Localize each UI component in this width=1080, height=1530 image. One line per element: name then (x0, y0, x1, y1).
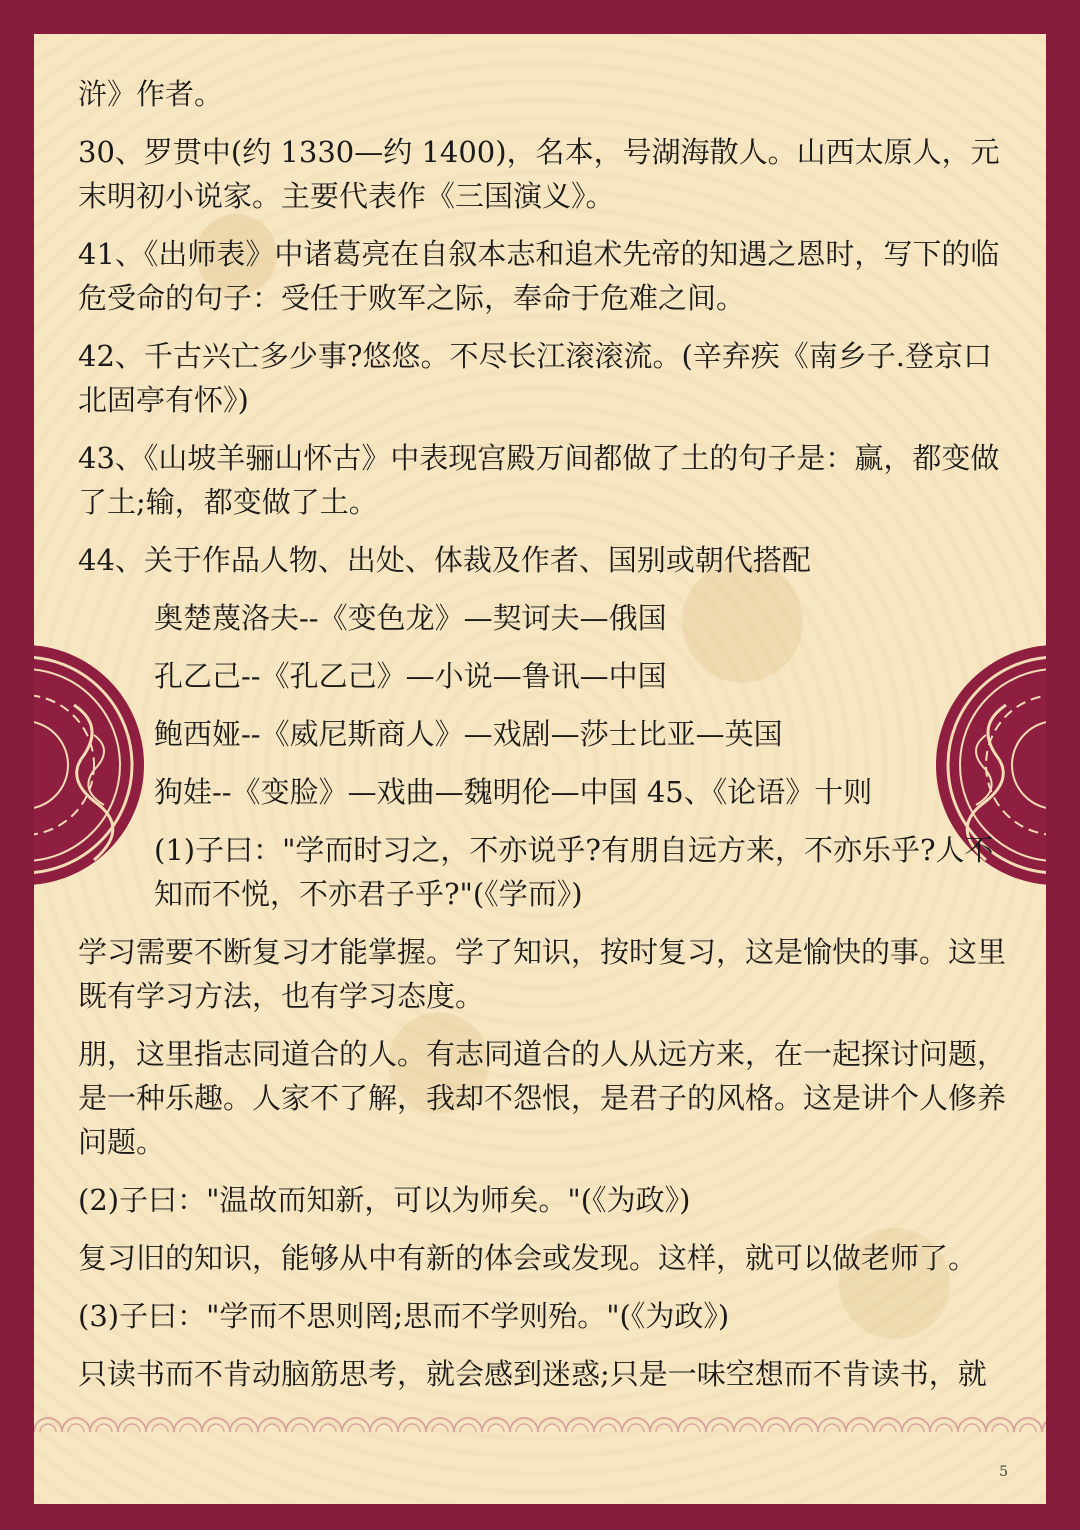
quote-paragraph: (1)子曰："学而时习之，不亦说乎?有朋自远方来，不亦乐乎?人不知而不悦，不亦君子乎?"(《学而》) (154, 833, 994, 911)
text-paragraph: 复习旧的知识，能够从中有新的体会或发现。这样，就可以做老师了。 (78, 1241, 978, 1275)
match-item: 孔乙己--《孔乙己》—小说—鲁讯—中国 (154, 659, 667, 693)
text-paragraph: 41、《出师表》中诸葛亮在自叙本志和追术先帝的知遇之恩时，写下的临危受命的句子：受任于败军之际，奉命于危难之间。 (78, 237, 1000, 315)
text-paragraph: 学习需要不断复习才能掌握。学了知识，按时复习，这是愉快的事。这里既有学习方法，也有学习态度。 (78, 935, 1007, 1013)
text-paragraph: 30、罗贯中(约 1330—约 1400)，名本，号湖海散人。山西太原人，元末明初小说家。主要代表作《三国演义》。 (78, 135, 1000, 213)
cloud-pattern-band (34, 1404, 1046, 1504)
text-line: 浒》作者。 (78, 77, 224, 111)
document-body (78, 72, 1008, 1410)
quote-paragraph: (2)子曰："温故而知新，可以为师矣。"(《为政》) (78, 1183, 691, 1217)
page-number: 5 (999, 1464, 1008, 1480)
text-paragraph: 42、千古兴亡多少事?悠悠。不尽长江滚滚流。(辛弃疾《南乡子.登京口北固亭有怀》) (78, 339, 992, 417)
match-item: 鲍西娅--《威尼斯商人》—戏剧—莎士比亚—英国 (154, 717, 783, 751)
quote-paragraph: (3)子曰："学而不思则罔;思而不学则殆。"(《为政》) (78, 1299, 730, 1333)
match-item: 奥楚蔑洛夫--《变色龙》—契诃夫—俄国 (154, 601, 667, 635)
text-paragraph: 只读书而不肯动脑筋思考，就会感到迷惑;只是一味空想而不肯读书，就 (78, 1357, 987, 1391)
text-paragraph: 朋，这里指志同道合的人。有志同道合的人从远方来，在一起探讨问题，是一种乐趣。人家不了解，我却不怨恨，是君子的风格。这是讲个人修养问题。 (78, 1037, 1007, 1159)
text-paragraph: 44、关于作品人物、出处、体裁及作者、国别或朝代搭配 (78, 543, 811, 577)
text-paragraph: 43、《山坡羊骊山怀古》中表现宫殿万间都做了土的句子是：赢，都变做了土;输，都变做了土。 (78, 441, 1000, 519)
match-item: 狗娃--《变脸》—戏曲—魏明伦—中国 45、《论语》十则 (154, 775, 873, 809)
